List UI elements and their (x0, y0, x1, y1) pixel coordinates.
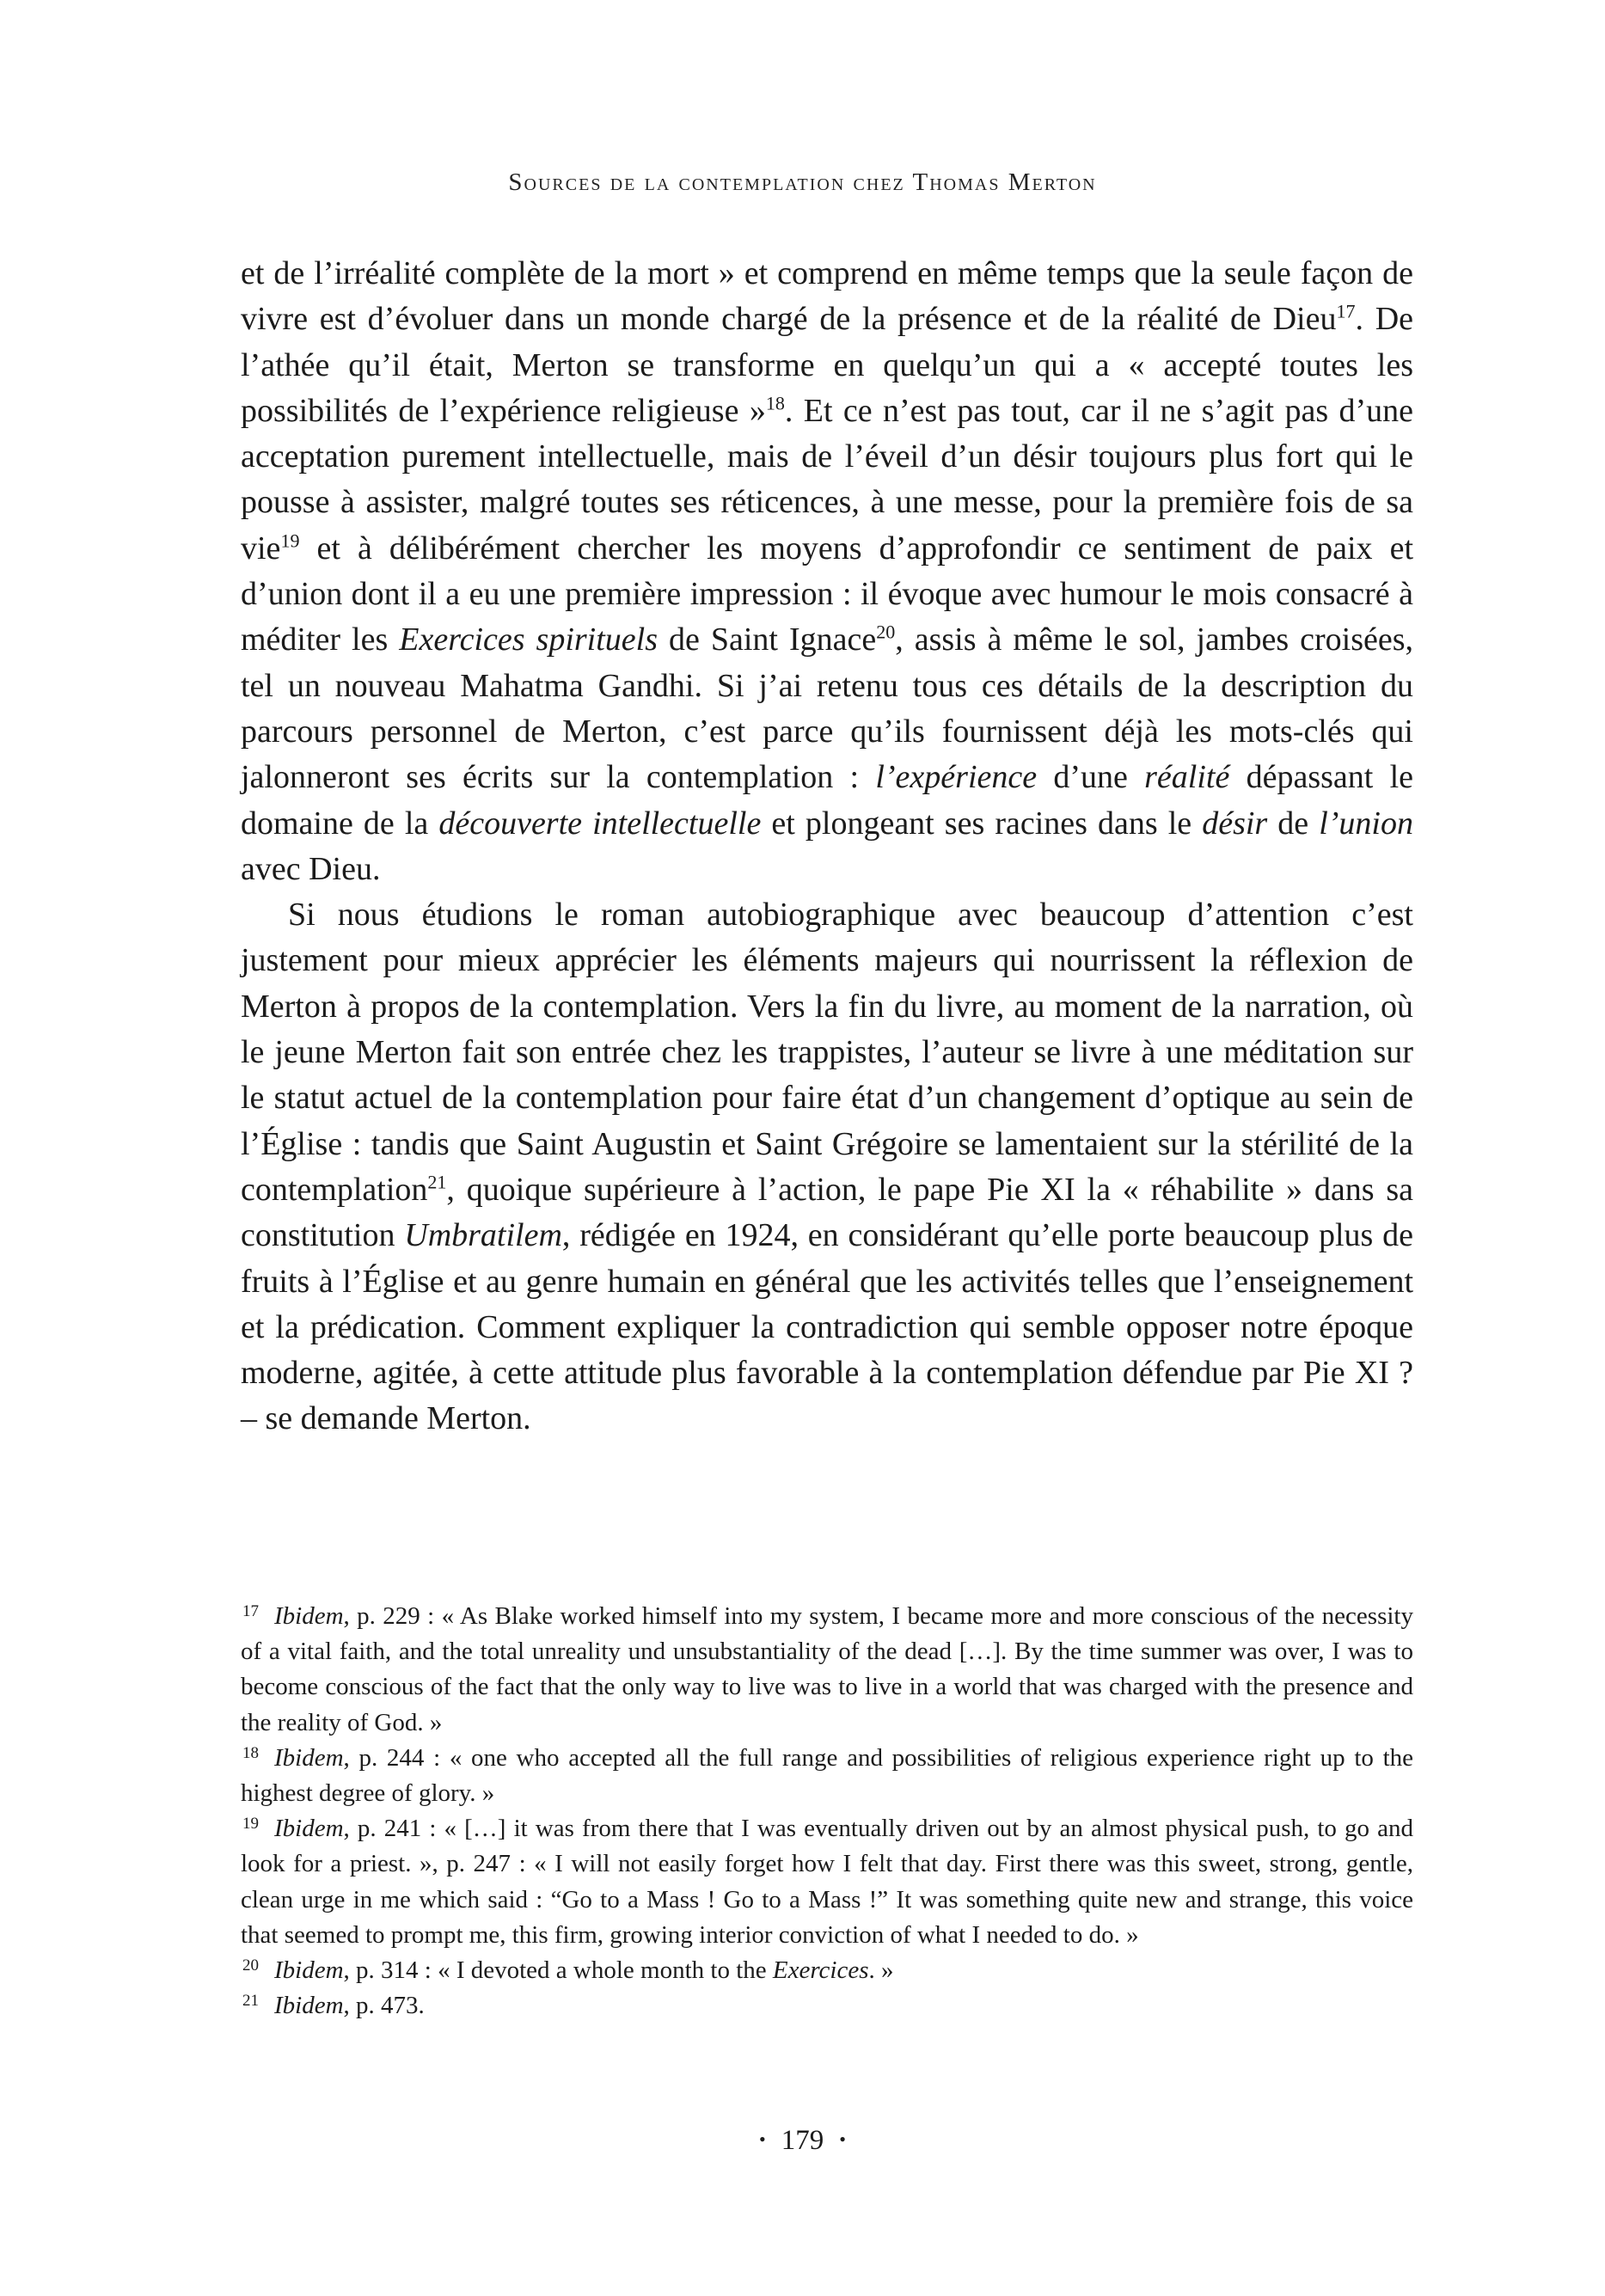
running-head: Sources de la contemplation chez Thomas Merton (508, 168, 1097, 196)
italic-text: l’union (1319, 805, 1413, 842)
italic-text: Ibidem (274, 1815, 344, 1843)
text-run: et plongeant ses racines dans le (761, 805, 1203, 842)
page-folio (0, 2125, 1605, 2157)
text-run: et de l’irréalité complète de la mort » et comprend en même temps que la seule façon de vivre est d’évoluer dans un monde chargé de la présence et de la réalité de Dieu (241, 255, 1413, 338)
paragraph (241, 251, 1413, 892)
footnote-number: 21 (242, 1992, 259, 2011)
footnote-number: 19 (242, 1815, 259, 1834)
text-run: , p. 241 : « […] it was from there that I was eventually driven out by an almost physical push, to go and look for a priest. », p. 247 : « I will not easily forget how I felt that day. First there was this sweet, strong, gentle, clean urge in me which said : “Go to a Mass ! Go to a Mass !” It was something quite new and strange, this voice that seemed to prompt me, this firm, growing interior conviction of what I needed to do. » (241, 1815, 1413, 1949)
footnote-ref: 18 (765, 392, 785, 414)
italic-text: Ibidem (274, 1743, 344, 1772)
text-run: dépassant le domaine de la (241, 759, 1413, 842)
text-run: . Et ce n’est pas tout, car il ne s’agit pas d’une acceptation purement intellectuelle, mais de l’éveil d’un désir toujours plus fort qui le pousse à assister, malgré toutes ses réticences, à une messe, pour la première fois de sa vie (241, 392, 1413, 566)
footnote-number: 20 (242, 1956, 259, 1975)
text-run: , assis à même le sol, jambes croisées, tel un nouveau Mahatma Gandhi. Si j’ai retenu tous ces détails de la description du parcours personnel de Merton, c’est parce qu’ils fournissent déjà les mots-clés qui jalonneront ses écrits sur la contemplation : (241, 621, 1414, 796)
text-run: avec Dieu. (241, 850, 381, 887)
footnote-ref: 19 (280, 530, 300, 552)
italic-text: Umbratilem (404, 1217, 562, 1254)
footnote-ref: 21 (427, 1171, 447, 1193)
footnote-ref: 20 (876, 621, 896, 643)
footnote-number: 17 (242, 1602, 259, 1620)
text-run: et à délibérément chercher les moyens d’approfondir ce sentiment de paix et d’union dont il a eu une première impression : il évoque avec humour le mois consacré à méditer les (241, 530, 1413, 658)
text-run: . » (868, 1956, 894, 1985)
text-run: de (1267, 805, 1320, 842)
italic-text: Exercices (772, 1956, 869, 1985)
body-text (241, 251, 1413, 1442)
text-run: , quoique supérieure à l’action, le pape Pie XI la « réhabilite » dans sa constitution (241, 1171, 1413, 1254)
text-run: , rédigée en 1924, en considérant qu’elle porte beaucoup plus de fruits à l’Église et au genre humain en général que les activités telles que l’enseignement et la prédication. Comment expliquer la contradiction qui semble opposer notre époque moderne, agitée, à cette attitude plus favorable à la contemplation défendue par Pie XI ? – se demande Merton. (241, 1217, 1413, 1437)
text-run: , p. 473. (343, 1992, 425, 2020)
text-run: , p. 314 : « I devoted a whole month to the (343, 1956, 773, 1985)
text-run: , p. 244 : « one who accepted all the full range and possibilities of religious experience right up to the highest degree of glory. » (241, 1743, 1413, 1808)
footnote-number: 18 (242, 1743, 259, 1762)
italic-text: Exercices spirituels (399, 621, 658, 658)
footnote (241, 1988, 1413, 2024)
page-number: 179 (781, 2125, 824, 2156)
paragraph (241, 892, 1413, 1442)
footnotes (241, 1599, 1413, 2024)
footnote (241, 1741, 1413, 1811)
italic-text: Ibidem (274, 1992, 344, 2020)
italic-text: découverte intellectuelle (438, 805, 762, 842)
bullet-icon: • (839, 2128, 846, 2150)
footnote (241, 1953, 1413, 1988)
footnote-ref: 17 (1336, 300, 1356, 322)
text-run: de Saint Ignace (658, 621, 877, 658)
italic-text: Ibidem (274, 1956, 344, 1985)
italic-text: désir (1202, 805, 1268, 842)
footnote (241, 1811, 1413, 1953)
italic-text: l’expérience (875, 759, 1038, 796)
text-run: , p. 229 : « As Blake worked himself into my system, I became more and more conscious of the necessity of a vital faith, and the total unreality und unsubstantiality of the dead […]. By the time summer was over, I was to become conscious of the fact that the only way to live was to live in a world that was charged with the presence and the reality of God. » (241, 1602, 1413, 1736)
text-run: d’une (1037, 759, 1145, 796)
text-run: Si nous étudions le roman autobiographique avec beaucoup d’attention c’est justement pour mieux apprécier les éléments majeurs qui nourrissent la réflexion de Merton à propos de la contemplation. Vers la fin du livre, au moment de la narration, où le jeune Merton fait son entrée chez les trappistes, l’auteur se livre à une méditation sur le statut actuel de la contemplation pour faire état d’un changement d’optique au sein de l’Église : tandis que Saint Augustin et Saint Grégoire se lamentaient sur la stérilité de la contemplation (241, 897, 1413, 1208)
bullet-icon: • (759, 2128, 766, 2150)
text-run: . De l’athée qu’il était, Merton se transforme en quelqu’un qui a « accepté toutes les possibilités de l’expérience religieuse » (241, 301, 1413, 429)
italic-text: réalité (1144, 759, 1230, 796)
italic-text: Ibidem (274, 1602, 344, 1630)
footnote (241, 1599, 1413, 1741)
